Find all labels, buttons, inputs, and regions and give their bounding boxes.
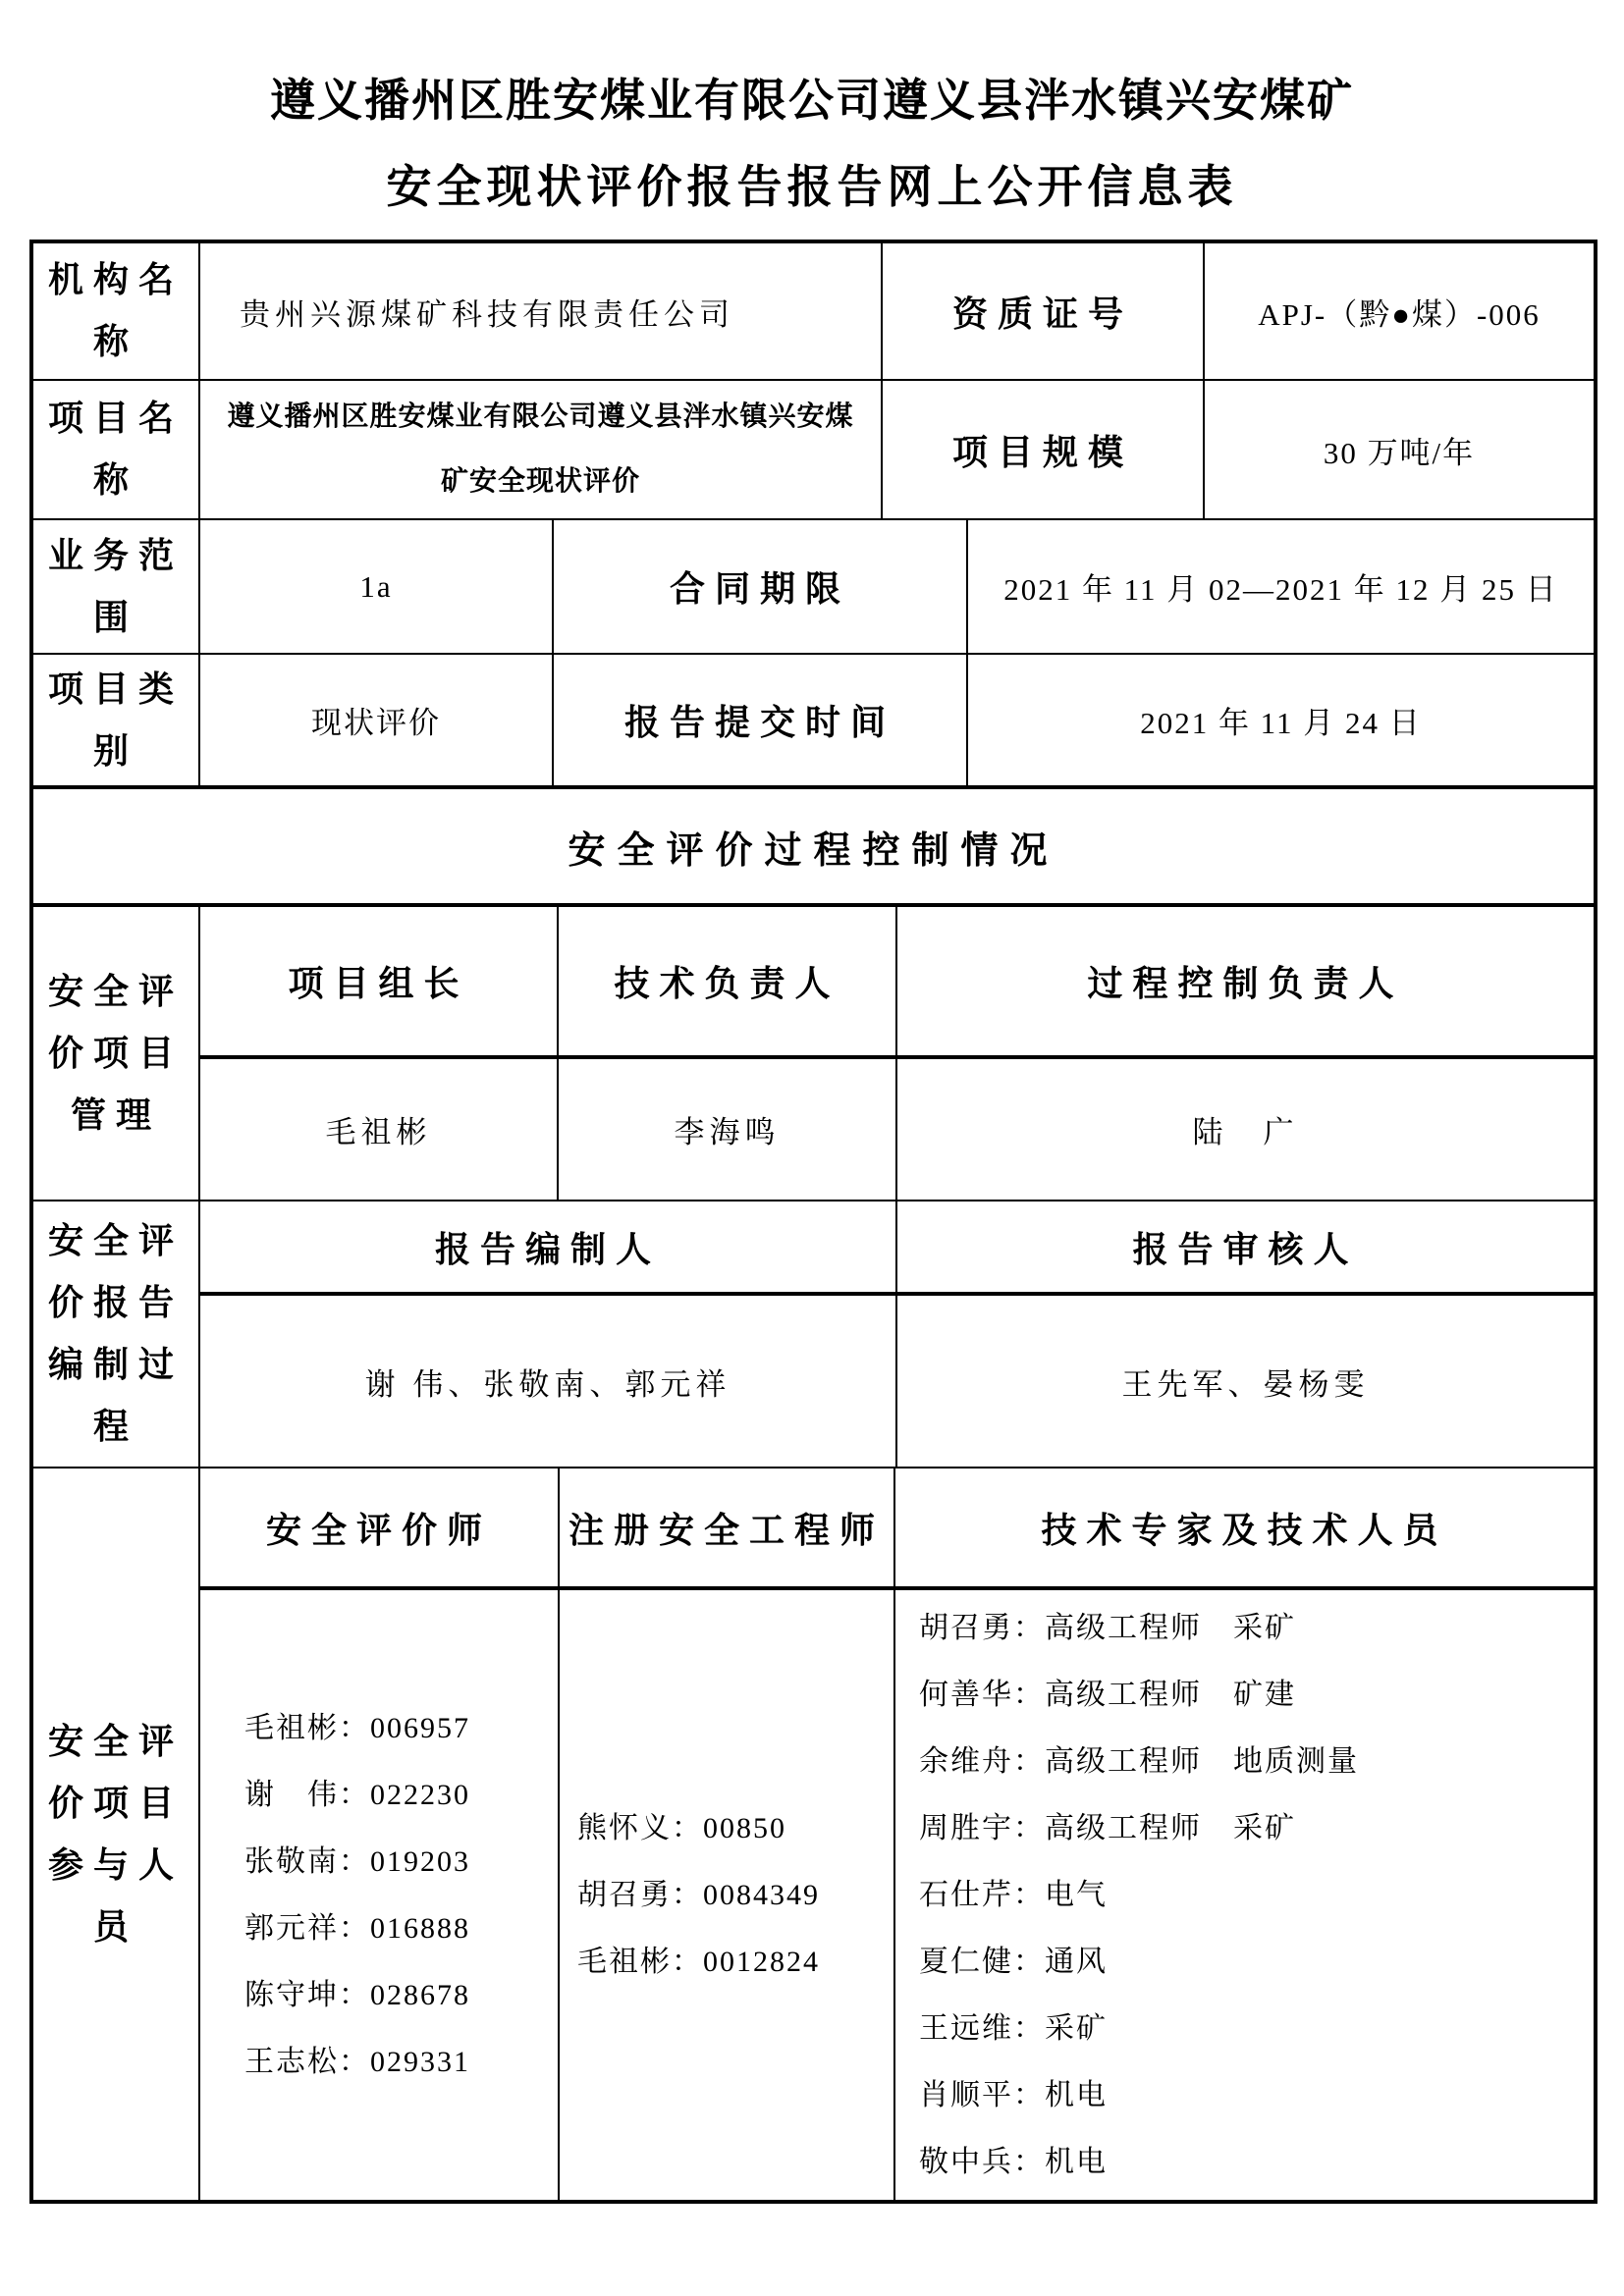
writer-value-cell: 谢 伟、张敬南、郭元祥 <box>200 1296 897 1467</box>
compilation-header-row <box>200 1201 1594 1296</box>
row-section-header <box>33 789 1594 907</box>
list-item: 夏仁健：通风 <box>919 1945 1108 1978</box>
list-item: 毛祖彬：006957 <box>244 1711 470 1744</box>
list-item: 胡召勇：0084349 <box>577 1878 820 1911</box>
project-value-cell: 遵义播州区胜安煤业有限公司遵义县泮水镇兴安煤矿安全现状评价 <box>200 381 883 518</box>
list-item: 郭元祥：016888 <box>244 1911 470 1945</box>
management-header-row <box>200 907 1594 1059</box>
contract-label-cell: 合同期限 <box>554 520 968 653</box>
compilation-value-row <box>200 1296 1594 1467</box>
control-label-cell: 过程控制负责人 <box>1087 964 1404 1003</box>
list-item: 谢 伟：022230 <box>244 1778 470 1811</box>
participants-header-row <box>200 1468 1594 1590</box>
tech-value-cell: 李海鸣 <box>559 1059 897 1200</box>
expert-list <box>895 1590 1594 2200</box>
leader-label-cell: 项目组长 <box>200 907 559 1055</box>
contract-value-cell: 2021 年 11 月 02—2021 年 12 月 25 日 <box>1003 572 1558 607</box>
management-value-row <box>200 1059 1594 1200</box>
section-compilation <box>33 1201 1594 1468</box>
list-item: 敬中兵：机电 <box>919 2145 1108 2178</box>
title-line-2: 安全现状评价报告报告网上公开信息表 <box>386 162 1238 212</box>
participants-side-label: 安全评价项目参与人员 <box>33 1468 200 2200</box>
compilation-side-label: 安全评价报告编制过程 <box>33 1201 200 1467</box>
row-business <box>33 520 1594 655</box>
submit-value-cell: 2021 年 11 月 24 日 <box>1140 706 1422 740</box>
assessor-label-cell: 安全评价师 <box>200 1468 560 1586</box>
info-table <box>29 240 1597 2204</box>
writer-label-cell: 报告编制人 <box>200 1201 897 1292</box>
list-item: 熊怀义：00850 <box>577 1811 786 1844</box>
submit-label-cell: 报告提交时间 <box>554 655 968 785</box>
reviewer-value-cell: 王先军、晏杨雯 <box>1121 1366 1370 1402</box>
process-control-header: 安全评价过程控制情况 <box>568 829 1059 872</box>
cert-value-cell: APJ-（黔●煤）-006 <box>1258 296 1541 332</box>
list-item: 陈守坤：028678 <box>244 1978 470 2011</box>
list-item: 胡召勇：高级工程师 采矿 <box>919 1611 1296 1644</box>
engineer-label-cell: 注册安全工程师 <box>560 1468 895 1586</box>
org-label-cell: 机构名称 <box>33 243 200 379</box>
list-item: 毛祖彬：0012824 <box>577 1945 820 1978</box>
row-project <box>33 381 1594 520</box>
leader-value-cell: 毛祖彬 <box>200 1059 559 1200</box>
list-item: 周胜宇：高级工程师 采矿 <box>919 1811 1296 1844</box>
list-item: 何善华：高级工程师 矿建 <box>919 1678 1296 1711</box>
business-label-cell: 业务范围 <box>33 520 200 653</box>
title-line-1: 遵义播州区胜安煤业有限公司遵义县泮水镇兴安煤矿 <box>270 76 1354 126</box>
document-title <box>0 67 1624 222</box>
scale-label-cell: 项目规模 <box>883 381 1205 518</box>
engineer-list <box>560 1590 895 2200</box>
section-management <box>33 907 1594 1201</box>
list-item: 石仕芹：电气 <box>919 1878 1108 1911</box>
compilation-rows <box>200 1201 1594 1467</box>
participants-rows <box>200 1468 1594 2200</box>
control-value-cell: 陆 广 <box>1192 1115 1299 1149</box>
project-label-cell: 项目名称 <box>33 381 200 518</box>
list-item: 王志松：029331 <box>244 2045 470 2078</box>
row-org <box>33 243 1594 381</box>
category-value-cell: 现状评价 <box>200 655 554 785</box>
management-side-label: 安全评价项目管理 <box>33 907 200 1200</box>
reviewer-label-cell: 报告审核人 <box>1132 1229 1359 1269</box>
row-category <box>33 655 1594 789</box>
tech-label-cell: 技术负责人 <box>559 907 897 1055</box>
org-value-cell: 贵州兴源煤矿科技有限责任公司 <box>200 243 883 379</box>
assessor-list <box>200 1590 560 2200</box>
management-rows <box>200 907 1594 1200</box>
list-item: 张敬南：019203 <box>244 1844 470 1878</box>
participants-value-row <box>200 1590 1594 2200</box>
cert-label-cell: 资质证号 <box>883 243 1205 379</box>
scale-value-cell: 30 万吨/年 <box>1323 435 1476 470</box>
business-value-cell: 1a <box>200 520 554 653</box>
list-item: 余维舟：高级工程师 地质测量 <box>919 1744 1359 1778</box>
category-label-cell: 项目类别 <box>33 655 200 785</box>
expert-label-cell: 技术专家及技术人员 <box>1041 1510 1448 1550</box>
list-item: 肖顺平：机电 <box>919 2078 1108 2111</box>
section-participants <box>33 1468 1594 2200</box>
list-item: 王远维：采矿 <box>919 2011 1108 2045</box>
